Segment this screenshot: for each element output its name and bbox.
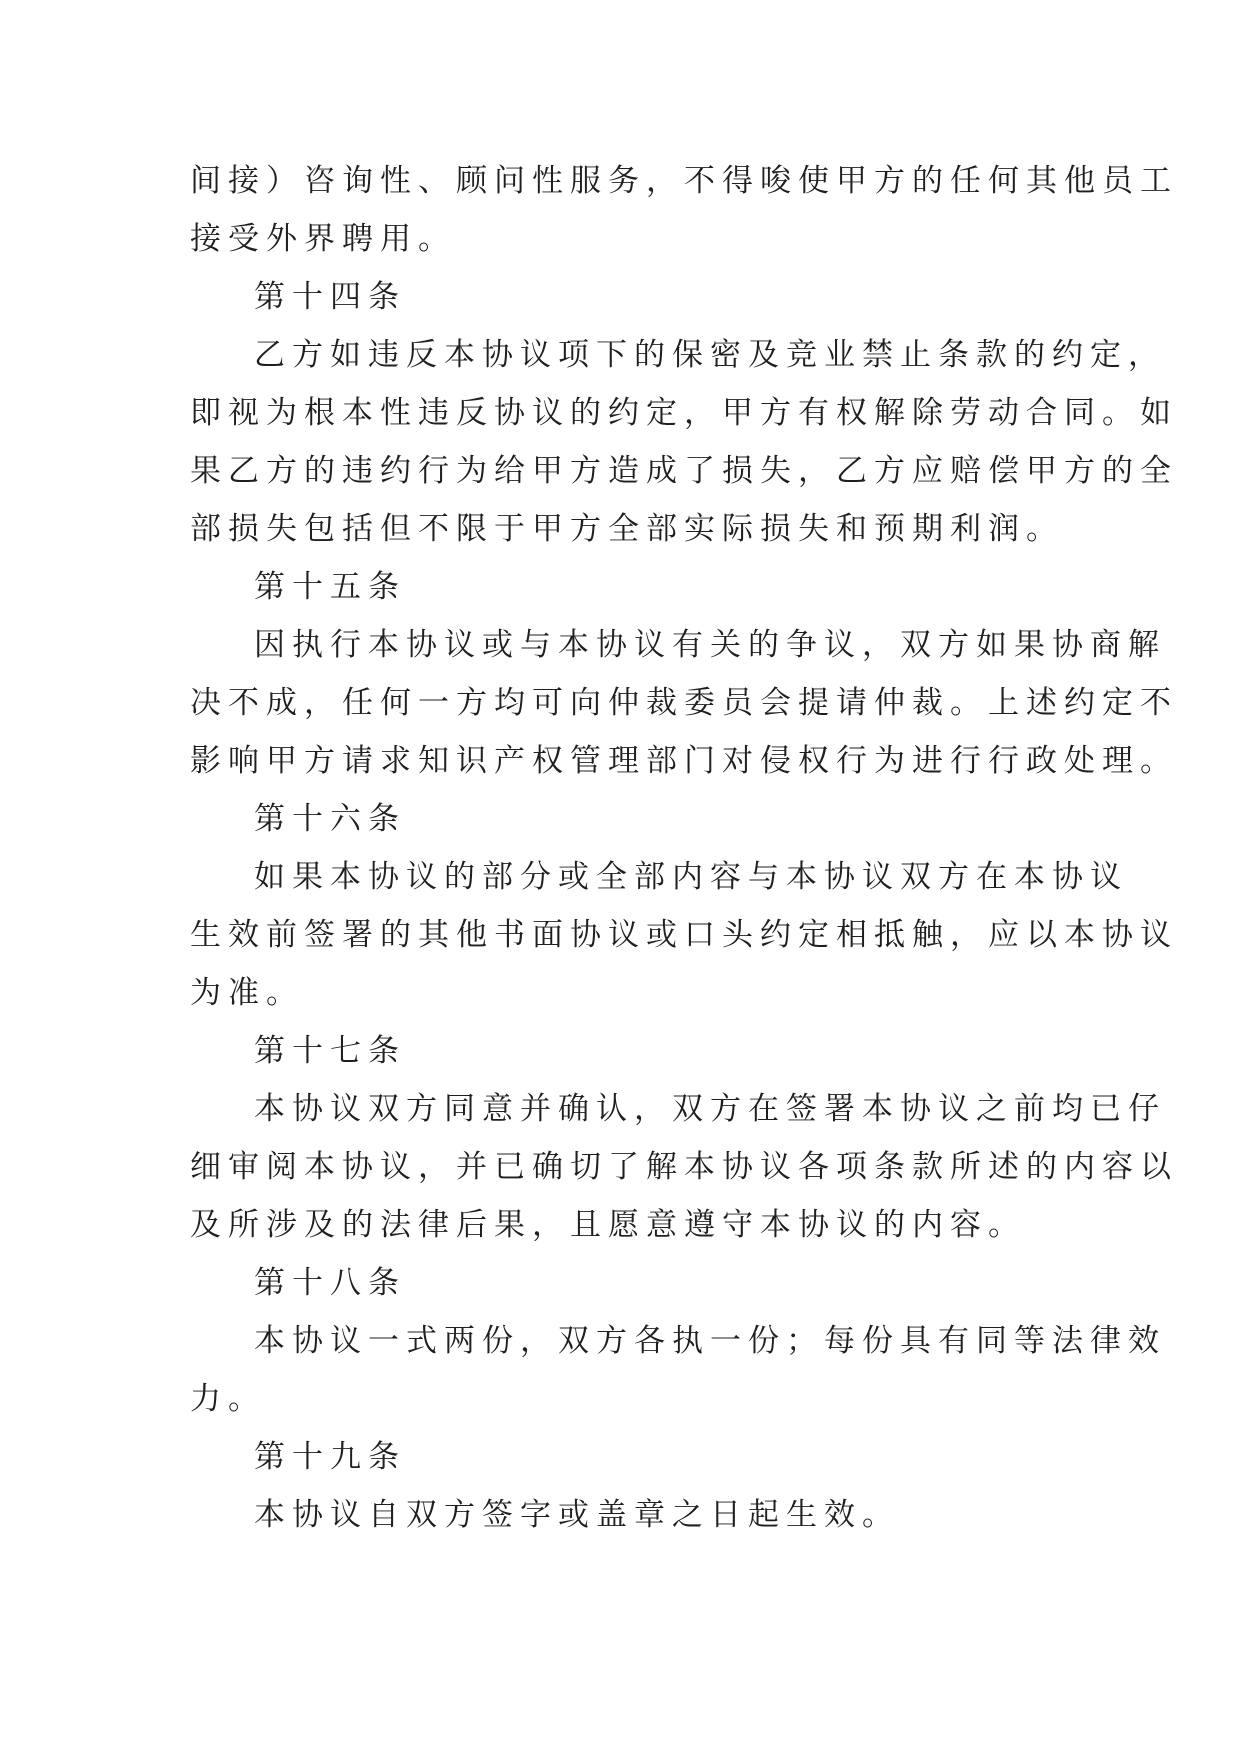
article-heading-16: 第十六条 (254, 801, 406, 837)
body-line: 接受外界聘用。 (190, 221, 456, 257)
body-line: 因执行本协议或与本协议有关的争议，双方如果协商解 (254, 627, 1166, 663)
article-heading-19: 第十九条 (254, 1439, 406, 1475)
body-line: 间接）咨询性、顾问性服务，不得唆使甲方的任何其他员工 (190, 163, 1178, 199)
body-line: 为准。 (190, 975, 304, 1011)
body-line: 本协议双方同意并确认，双方在签署本协议之前均已仔 (254, 1091, 1166, 1127)
body-line: 本协议自双方签字或盖章之日起生效。 (254, 1497, 900, 1533)
body-line: 本协议一式两份，双方各执一份；每份具有同等法律效 (254, 1323, 1166, 1359)
body-line: 决不成，任何一方均可向仲裁委员会提请仲裁。上述约定不 (190, 685, 1178, 721)
article-heading-14: 第十四条 (254, 279, 406, 315)
document-body (190, 152, 1178, 1544)
article-heading-18: 第十八条 (254, 1265, 406, 1301)
body-line: 如果本协议的部分或全部内容与本协议双方在本协议 (254, 859, 1128, 895)
article-heading-17: 第十七条 (254, 1033, 406, 1069)
body-line: 生效前签署的其他书面协议或口头约定相抵触，应以本协议 (190, 917, 1178, 953)
body-line: 部损失包括但不限于甲方全部实际损失和预期利润。 (190, 511, 1064, 547)
body-line: 即视为根本性违反协议的约定，甲方有权解除劳动合同。如 (190, 395, 1178, 431)
body-line: 力。 (190, 1381, 266, 1417)
body-line: 及所涉及的法律后果，且愿意遵守本协议的内容。 (190, 1207, 1026, 1243)
article-heading-15: 第十五条 (254, 569, 406, 605)
body-line: 细审阅本协议，并已确切了解本协议各项条款所述的内容以 (190, 1149, 1178, 1185)
body-line: 乙方如违反本协议项下的保密及竞业禁止条款的约定， (254, 337, 1166, 373)
body-line: 影响甲方请求知识产权管理部门对侵权行为进行行政处理。 (190, 743, 1178, 779)
body-line: 果乙方的违约行为给甲方造成了损失，乙方应赔偿甲方的全 (190, 453, 1178, 489)
